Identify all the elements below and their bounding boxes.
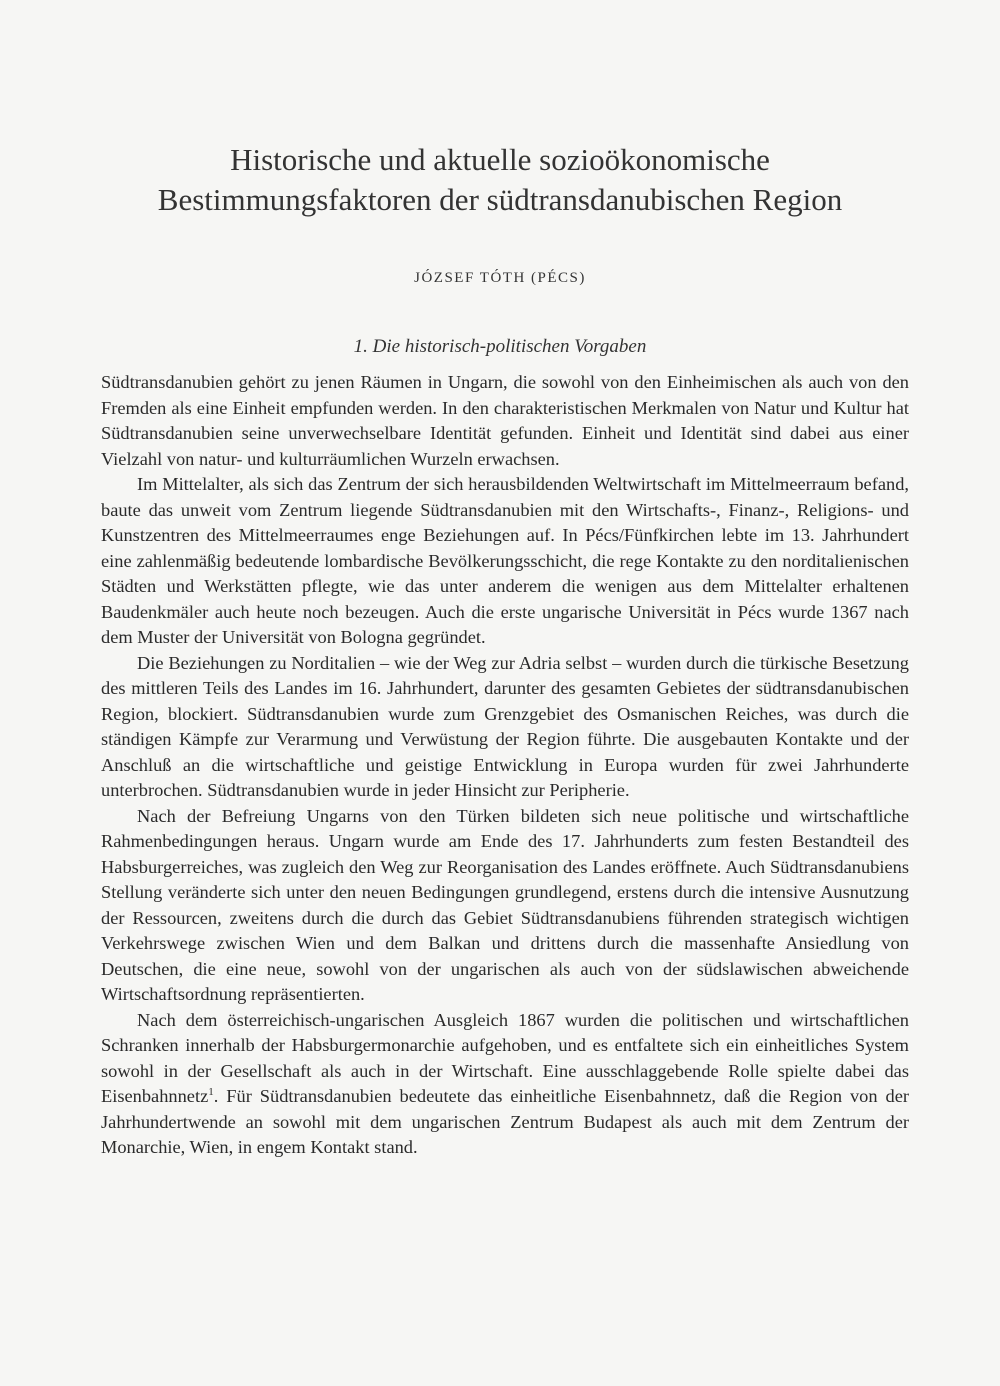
paragraph-2: Im Mittelalter, als sich das Zentrum der sich herausbildenden Weltwirtschaft im Mittelmeerraum befand, baute das unweit vom Zentrum liegende Südtransdanubien mit den Wirtschafts-, Finanz-, Religions- und Kunstzentren des Mittelmeerraumes enge Beziehungen auf. In Pécs/Fünfkirchen lebte im 13. Jahrhundert eine zahlenmäßig bedeutende lombardische Bevölkerungsschicht, die rege Kontakte zu den norditalienischen Städten und Werkstätten pflegte, wie das unter anderem die wenigen aus dem Mittelalter erhaltenen Baudenkmäler auch heute noch bezeugen. Auch die erste ungarische Universität in Pécs wurde 1367 nach dem Muster der Universität von Bologna gegründet.: [101, 474, 909, 647]
paragraph-1: Südtransdanubien gehört zu jenen Räumen in Ungarn, die sowohl von den Einheimischen als auch von den Fremden als eine Einheit empfunden werden. In den charakteristischen Merkmalen von Natur und Kultur hat Südtransdanubien seine unverwechselbare Identität gefunden. Einheit und Identität sind dabei aus einer Vielzahl von natur- und kulturräumlichen Wurzeln erwachsen.: [101, 372, 909, 469]
footnote-marker[interactable]: 1: [208, 1085, 214, 1098]
author-byline: JÓZSEF TÓTH (PÉCS): [414, 270, 586, 286]
section-heading: [0, 336, 1000, 358]
paragraph-5: [101, 1008, 909, 1161]
paragraph-5-text-a: Nach dem österreichisch-ungarischen Ausgleich 1867 wurden die politischen und wirtschaftlichen Schranken innerhalb der Habsburgermonarchie aufgehoben, und es entfaltete sich ein einheitliches System sowohl in der Gesellschaft als auch in der Wirtschaft. Eine ausschlaggebende Rolle spielte dabei das Eisenbahnnetz: [101, 1009, 909, 1106]
title-line-2: Bestimmungsfaktoren der südtransdanubischen Region: [157, 182, 843, 217]
article-title: [0, 140, 1000, 220]
paragraph-4: Nach der Befreiung Ungarns von den Türken bildeten sich neue politische und wirtschaftliche Rahmenbedingungen heraus. Ungarn wurde am Ende des 17. Jahrhunderts zum festen Bestandteil des Habsburgerreiches, was zugleich den Weg zur Reorganisation des Landes eröffnete. Auch Südtransdanubiens Stellung veränderte sich unter den neuen Bedingungen grundlegend, erstens durch die intensive Ausnutzung der Ressourcen, zweitens durch die durch das Gebiet Südtransdanubiens führenden strategisch wichtigen Verkehrswege zwischen Wien und dem Balkan und drittens durch die massenhafte Ansiedlung von Deutschen, die eine neue, sowohl von der ungarischen als auch von der südslawischen abweichende Wirtschaftsordnung repräsentierten.: [101, 805, 909, 1004]
article-body: [101, 370, 909, 1161]
section-number: 1.: [353, 336, 368, 357]
section-title: Die historisch-politischen Vorgaben: [372, 336, 647, 357]
paragraph-5-text-b: . Für Südtransdanubien bedeutete das einheitliche Eisenbahnnetz, daß die Region von der Jahrhundertwende an sowohl mit dem ungarischen Zentrum Budapest als auch mit dem Zentrum der Monarchie, Wien, in engem Kontakt stand.: [101, 1086, 909, 1157]
title-line-1: Historische und aktuelle sozioökonomische: [230, 142, 770, 177]
paragraph-3: Die Beziehungen zu Norditalien – wie der Weg zur Adria selbst – wurden durch die türkische Besetzung des mittleren Teils des Landes im 16. Jahrhundert, darunter des gesamten Gebietes der südtransdanubischen Region, blockiert. Südtransdanubien wurde zum Grenzgebiet des Osmanischen Reiches, was durch die ständigen Kämpfe zur Verarmung und Verwüstung der Region führte. Die ausgebauten Kontakte und der Anschluß an die wirtschaftliche und geistige Entwicklung in Europa wurden für zwei Jahrhunderte unterbrochen. Südtransdanubien wurde in jeder Hinsicht zur Peripherie.: [101, 652, 909, 800]
